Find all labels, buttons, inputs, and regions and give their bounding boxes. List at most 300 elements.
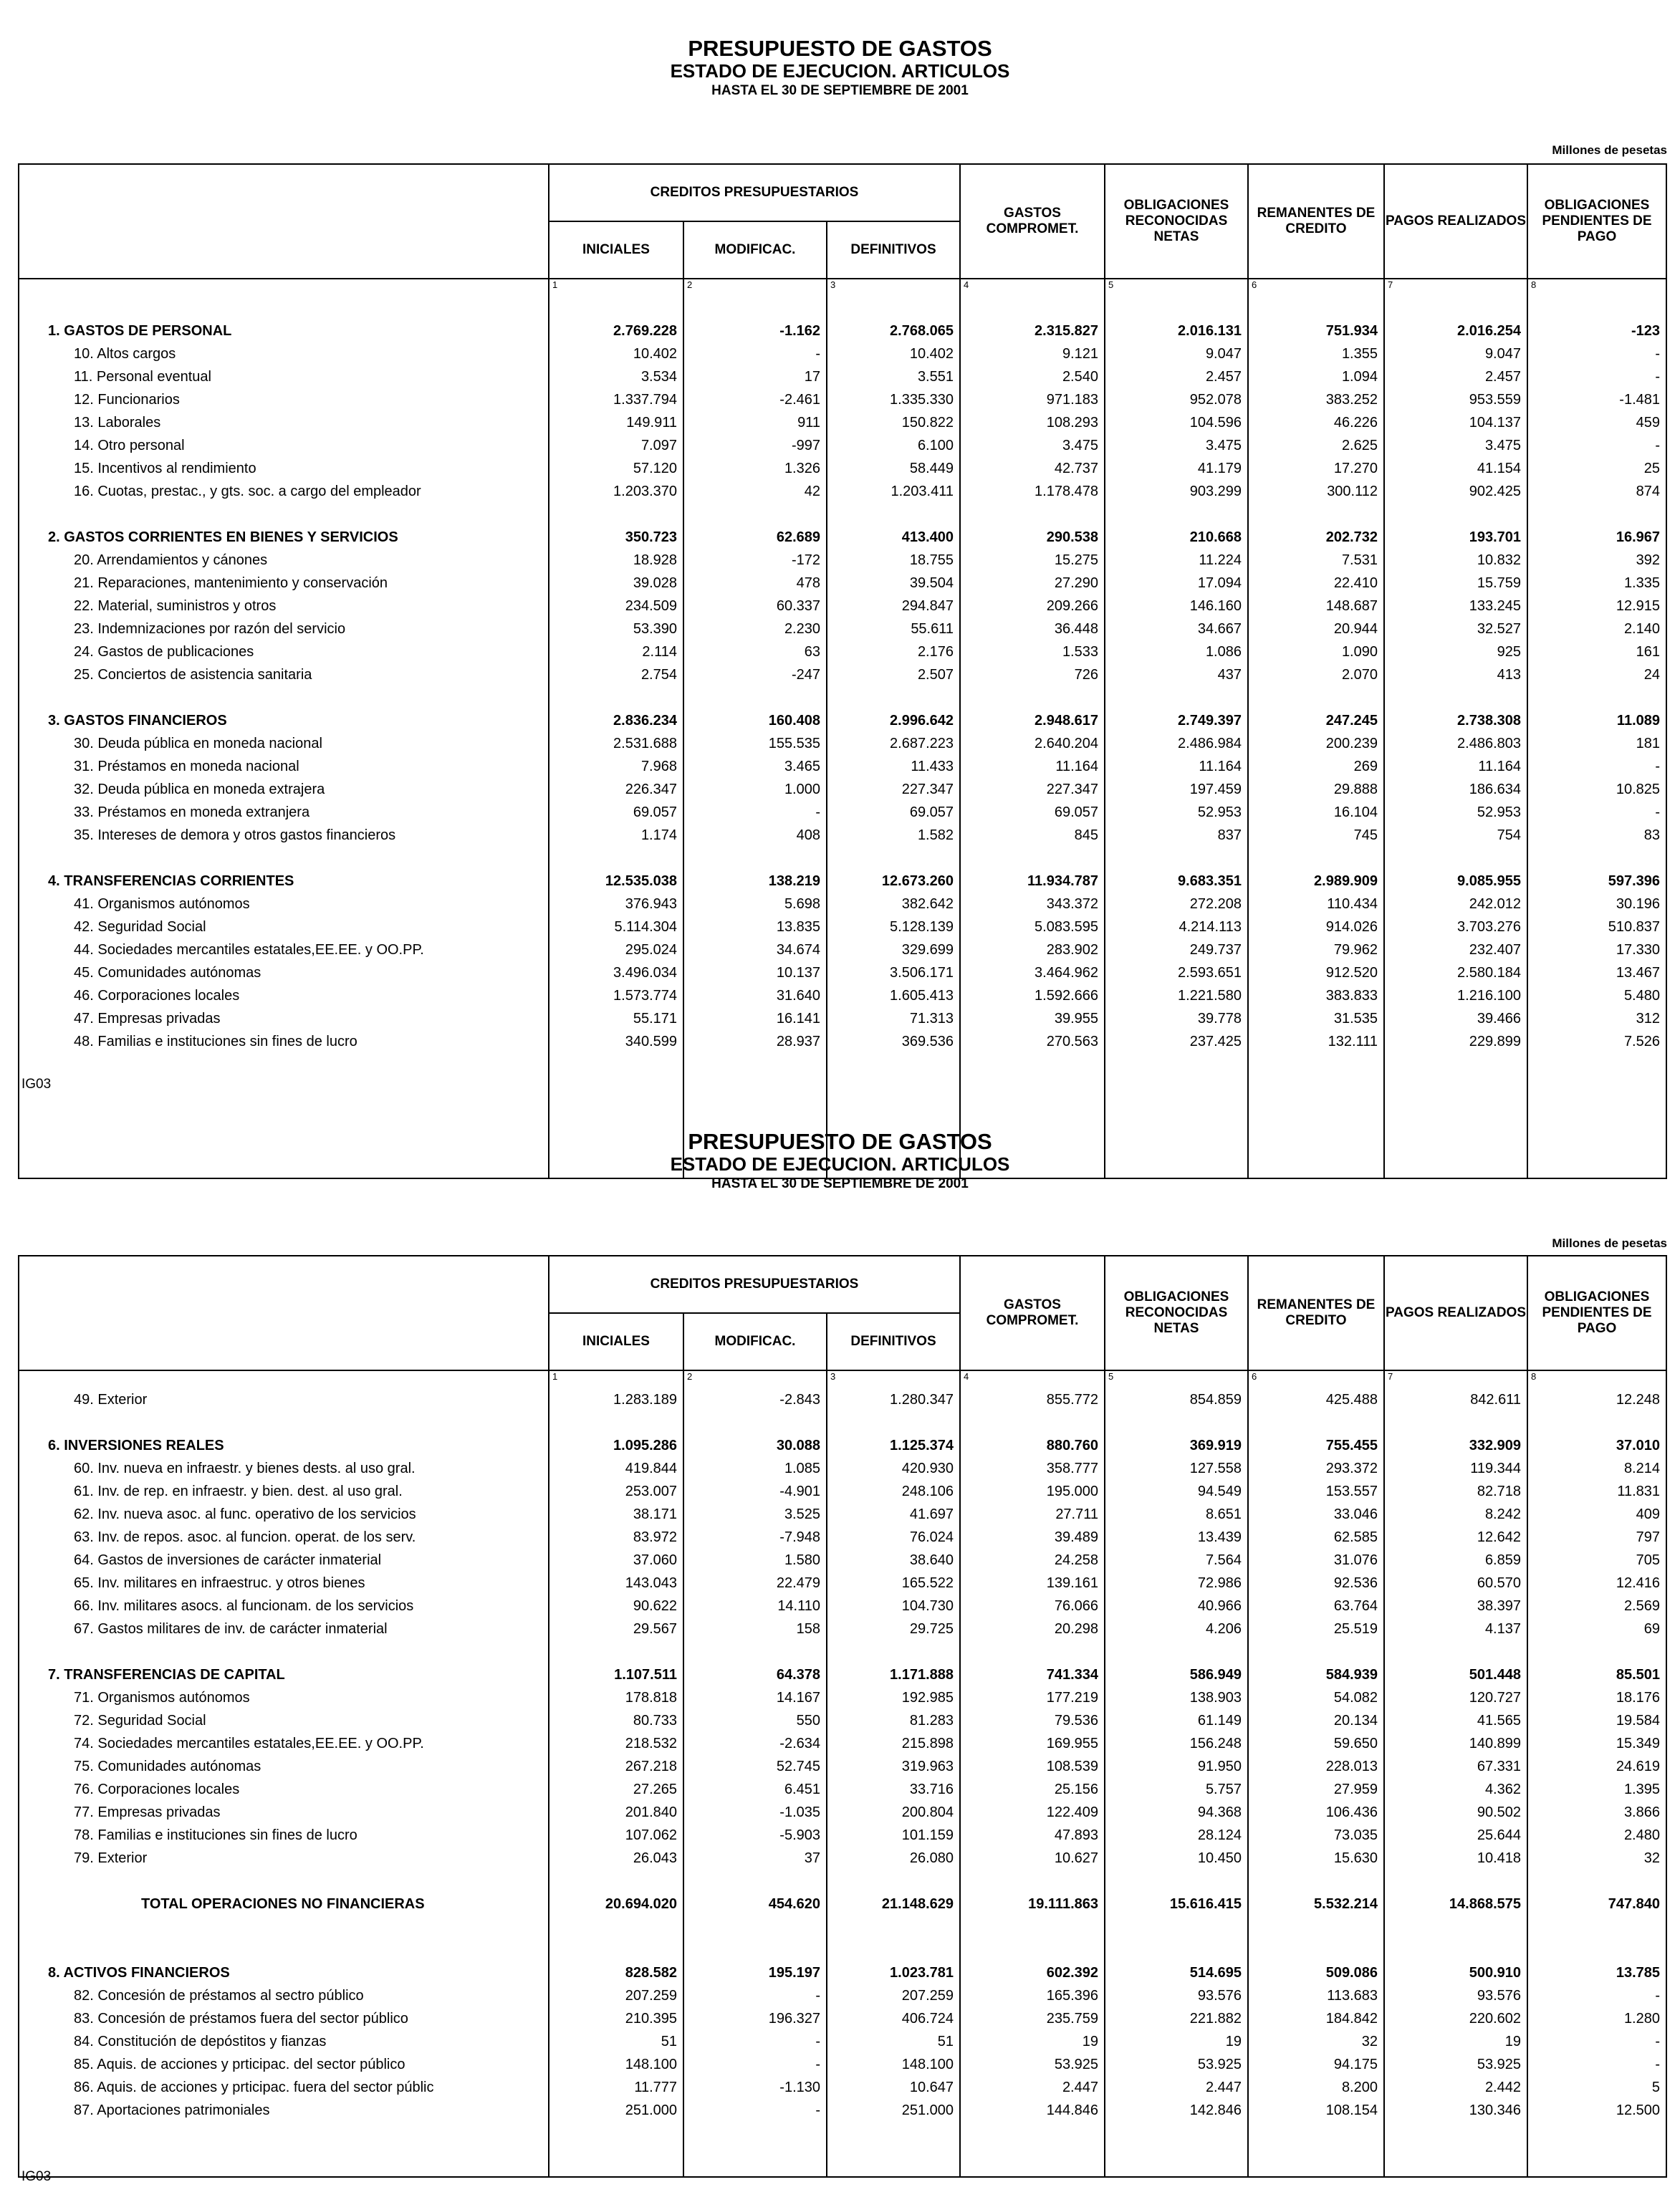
cell-value: 409 xyxy=(1636,1506,1660,1522)
cell-value: 11.831 xyxy=(1617,1484,1660,1499)
cell-value: 383.833 xyxy=(1325,988,1378,1004)
credits-group-header: CREDITOS PRESUPUESTARIOS xyxy=(549,164,960,221)
cell-value: 41.154 xyxy=(1477,461,1521,476)
cell-value: 2.640.204 xyxy=(1035,736,1098,751)
report-title: PRESUPUESTO DE GASTOS xyxy=(688,36,992,61)
cell-value: 1.090 xyxy=(1341,644,1378,660)
cell-value: 19.584 xyxy=(1616,1713,1660,1729)
cell-value: -2.843 xyxy=(779,1392,820,1408)
cell-value: 251.000 xyxy=(625,2102,677,2118)
cell-value: 104.137 xyxy=(1469,415,1521,431)
cell-value: -172 xyxy=(791,552,820,568)
cell-value: 9.121 xyxy=(1062,346,1098,362)
cell-value: 39.955 xyxy=(1054,1011,1098,1027)
cell-value: 20.134 xyxy=(1333,1713,1378,1729)
cell-value: - xyxy=(1655,759,1660,774)
cell-value: 38.171 xyxy=(633,1506,677,1522)
cell-value: 269 xyxy=(1353,759,1378,774)
cell-value: 8.200 xyxy=(1341,2080,1378,2095)
cell-value: 437 xyxy=(1217,667,1242,683)
cell-value: 39.504 xyxy=(909,575,954,591)
cell-value: 79.536 xyxy=(1054,1713,1098,1729)
cell-value: 200.804 xyxy=(901,1804,954,1820)
article-label: 78. Familias e instituciones sin fines de lucro xyxy=(74,1827,357,1843)
cell-value: 52.953 xyxy=(1197,804,1242,820)
cell-value: 58.449 xyxy=(909,461,954,476)
article-label: 31. Préstamos en moneda nacional xyxy=(74,759,299,774)
cell-value: 229.899 xyxy=(1469,1034,1521,1049)
cell-value: 62.689 xyxy=(776,529,820,545)
cell-value: 1.171.888 xyxy=(890,1667,954,1683)
units-label: Millones de pesetas xyxy=(1552,1236,1667,1250)
cell-value: 7.526 xyxy=(1623,1034,1660,1049)
cell-value: 251.000 xyxy=(901,2102,954,2118)
cell-value: 855.772 xyxy=(1046,1392,1098,1408)
cell-value: 1.355 xyxy=(1341,346,1378,362)
cell-value: 55.171 xyxy=(633,1011,677,1027)
cell-value: 12.915 xyxy=(1616,598,1660,614)
cell-value: 7.097 xyxy=(640,438,677,453)
label-column xyxy=(19,297,549,1178)
cell-value: 62.585 xyxy=(1333,1529,1378,1545)
article-label: 60. Inv. nueva en infraestr. y bienes dests. al uso gral. xyxy=(74,1461,416,1476)
article-label: 42. Seguridad Social xyxy=(74,919,206,935)
cell-value: 925 xyxy=(1497,644,1521,660)
remanentes-column xyxy=(1248,1388,1384,2177)
col-num: 4 xyxy=(960,279,1105,297)
article-label: 24. Gastos de publicaciones xyxy=(74,644,254,660)
cell-value: 11.433 xyxy=(911,759,954,774)
cell-value: 32 xyxy=(1643,1850,1660,1866)
cell-value: 2.070 xyxy=(1341,667,1378,683)
cell-value: 34.674 xyxy=(776,942,820,958)
article-label: 67. Gastos militares de inv. de carácter inmaterial xyxy=(74,1621,388,1637)
cell-value: 31.640 xyxy=(776,988,820,1004)
cell-value: 3.475 xyxy=(1205,438,1242,453)
report-date: HASTA EL 30 DE SEPTIEMBRE DE 2001 xyxy=(711,83,969,98)
cell-value: -1.481 xyxy=(1619,392,1660,408)
pendientes-column xyxy=(1527,297,1666,1178)
cell-value: 10.402 xyxy=(633,346,677,362)
cell-value: 237.425 xyxy=(1189,1034,1242,1049)
cell-value: 2.016.131 xyxy=(1178,323,1242,339)
cell-value: 874 xyxy=(1636,484,1660,499)
cell-value: 837 xyxy=(1217,827,1242,843)
article-label: 49. Exterior xyxy=(74,1392,148,1408)
cell-value: 1.023.781 xyxy=(890,1965,954,1981)
cell-value: 153.557 xyxy=(1325,1484,1378,1499)
cell-value: 11.777 xyxy=(634,2080,677,2095)
cell-value: 181 xyxy=(1636,736,1660,751)
cell-value: 148.100 xyxy=(625,2057,677,2072)
cell-value: 912.520 xyxy=(1325,965,1378,981)
cell-value: 2.738.308 xyxy=(1457,713,1521,729)
modificac-header: MODIFICAC. xyxy=(683,221,827,279)
cell-value: 27.290 xyxy=(1054,575,1098,591)
cell-value: 59.650 xyxy=(1333,1736,1378,1751)
cell-value: 705 xyxy=(1636,1552,1660,1568)
cell-value: 72.986 xyxy=(1197,1575,1242,1591)
cell-value: 120.727 xyxy=(1469,1690,1521,1706)
cell-value: 478 xyxy=(796,575,820,591)
cell-value: 8.242 xyxy=(1484,1506,1521,1522)
obligaciones-header: OBLIGACIONES RECONOCIDAS NETAS xyxy=(1105,1256,1248,1370)
cell-value: 283.902 xyxy=(1046,942,1098,958)
cell-value: 161 xyxy=(1636,644,1660,660)
cell-value: - xyxy=(1655,2057,1660,2072)
article-label: 82. Concesión de préstamos al sectro público xyxy=(74,1988,364,2004)
modificac-column xyxy=(683,297,827,1178)
cell-value: 2.486.984 xyxy=(1178,736,1242,751)
cell-value: 971.183 xyxy=(1046,392,1098,408)
cell-value: 1.335.330 xyxy=(890,392,954,408)
article-label: 14. Otro personal xyxy=(74,438,185,453)
cell-value: 3.475 xyxy=(1062,438,1098,453)
col-num: 2 xyxy=(683,279,827,297)
iniciales-header: INICIALES xyxy=(549,1313,683,1370)
article-label: 48. Familias e instituciones sin fines de lucro xyxy=(74,1034,357,1049)
cell-value: 343.372 xyxy=(1046,896,1098,912)
cell-value: 602.392 xyxy=(1046,1965,1098,1981)
cell-value: 5.114.304 xyxy=(614,919,677,935)
cell-value: 104.730 xyxy=(901,1598,954,1614)
credits-group-header: CREDITOS PRESUPUESTARIOS xyxy=(549,1256,960,1313)
remanentes-column xyxy=(1248,297,1384,1178)
cell-value: 19 xyxy=(1504,2034,1521,2049)
article-label: 13. Laborales xyxy=(74,415,161,431)
cell-value: 797 xyxy=(1636,1529,1660,1545)
cell-value: 92.536 xyxy=(1333,1575,1378,1591)
cell-value: 2.114 xyxy=(642,644,677,660)
cell-value: 54.082 xyxy=(1333,1690,1378,1706)
cell-value: 11.224 xyxy=(1199,552,1242,568)
cell-value: 2.442 xyxy=(1484,2080,1521,2095)
cell-value: 18.928 xyxy=(633,552,677,568)
cell-value: 221.882 xyxy=(1189,2011,1242,2027)
cell-value: 745 xyxy=(1353,827,1378,843)
cell-value: 25 xyxy=(1643,461,1660,476)
cell-value: 139.161 xyxy=(1046,1575,1098,1591)
cell-value: 13.467 xyxy=(1616,965,1660,981)
col-num: 8 xyxy=(1527,1370,1666,1388)
cell-value: 148.100 xyxy=(901,2057,954,2072)
cell-value: 178.818 xyxy=(625,1690,677,1706)
cell-value: 127.558 xyxy=(1189,1461,1242,1476)
cell-value: 1.000 xyxy=(784,782,820,797)
cell-value: 38.640 xyxy=(909,1552,954,1568)
total-label: TOTAL OPERACIONES NO FINANCIERAS xyxy=(141,1896,425,1912)
cell-value: 80.733 xyxy=(633,1713,677,1729)
cell-value: 2.593.651 xyxy=(1178,965,1242,981)
cell-value: 20.298 xyxy=(1054,1621,1098,1637)
cell-value: 110.434 xyxy=(1327,896,1378,912)
cell-value: 31.076 xyxy=(1333,1552,1378,1568)
cell-value: 39.466 xyxy=(1477,1011,1521,1027)
cell-value: 383.252 xyxy=(1325,392,1378,408)
cell-value: 81.283 xyxy=(909,1713,954,1729)
cell-value: 24.619 xyxy=(1616,1759,1660,1774)
cell-value: 69 xyxy=(1643,1621,1660,1637)
cell-value: 169.955 xyxy=(1046,1736,1098,1751)
cell-value: 60.337 xyxy=(776,598,820,614)
cell-value: 40.966 xyxy=(1197,1598,1242,1614)
cell-value: 30.196 xyxy=(1616,896,1660,912)
iniciales-column xyxy=(549,297,683,1178)
remanentes-header: REMANENTES DE CREDITO xyxy=(1248,1256,1384,1370)
units-label: Millones de pesetas xyxy=(1552,143,1667,157)
article-label: 86. Aquis. de acciones y prticipac. fuera del sector públic xyxy=(74,2080,434,2095)
cell-value: - xyxy=(1655,346,1660,362)
cell-value: 1.582 xyxy=(917,827,954,843)
cell-value: 104.596 xyxy=(1189,415,1242,431)
cell-value: 42.737 xyxy=(1054,461,1098,476)
cell-value: 140.899 xyxy=(1469,1736,1521,1751)
cell-value: 1.573.774 xyxy=(613,988,677,1004)
cell-value: 332.909 xyxy=(1469,1438,1521,1453)
cell-value: 10.832 xyxy=(1477,552,1521,568)
cell-value: -1.130 xyxy=(779,2080,820,2095)
cell-value: 10.418 xyxy=(1477,1850,1521,1866)
cell-value: 82.718 xyxy=(1477,1484,1521,1499)
cell-value: 218.532 xyxy=(625,1736,677,1751)
cell-value: 3.703.276 xyxy=(1457,919,1521,935)
cell-value: 52.745 xyxy=(776,1759,820,1774)
cell-value: 39.778 xyxy=(1197,1011,1242,1027)
cell-value: 32.527 xyxy=(1477,621,1521,637)
cell-value: 267.218 xyxy=(625,1759,677,1774)
cell-value: 63 xyxy=(804,644,820,660)
cell-value: 142.846 xyxy=(1189,2102,1242,2118)
obligaciones-column xyxy=(1105,297,1248,1178)
cell-value: 20.944 xyxy=(1333,621,1378,637)
cell-value: 108.154 xyxy=(1325,2102,1378,2118)
article-label: 72. Seguridad Social xyxy=(74,1713,206,1729)
label-column xyxy=(19,1388,549,2177)
cell-value: 79.962 xyxy=(1333,942,1378,958)
cell-value: 17 xyxy=(804,369,820,385)
col-num: 7 xyxy=(1384,279,1527,297)
iniciales-header: INICIALES xyxy=(549,221,683,279)
cell-value: 3.866 xyxy=(1623,1804,1660,1820)
cell-value: 514.695 xyxy=(1189,1965,1242,1981)
cell-value: 2.486.803 xyxy=(1457,736,1521,751)
cell-value: 42 xyxy=(804,484,820,499)
cell-value: 293.372 xyxy=(1325,1461,1378,1476)
cell-value: 37.010 xyxy=(1616,1438,1660,1453)
chapter-label: 6. INVERSIONES REALES xyxy=(48,1438,224,1453)
definitivos-column xyxy=(827,297,960,1178)
cell-value: 1.395 xyxy=(1623,1782,1660,1797)
cell-value: 6.859 xyxy=(1484,1552,1521,1568)
cell-value: 11.164 xyxy=(1478,759,1521,774)
cell-value: 2.749.397 xyxy=(1178,713,1242,729)
cell-value: 13.785 xyxy=(1616,1965,1660,1981)
article-label: 62. Inv. nueva asoc. al func. operativo de los servicios xyxy=(74,1506,416,1522)
cell-value: 1.094 xyxy=(1341,369,1378,385)
cell-value: 227.347 xyxy=(1046,782,1098,797)
cell-value: 413 xyxy=(1497,667,1521,683)
cell-value: 156.248 xyxy=(1189,1736,1242,1751)
cell-value: 842.611 xyxy=(1470,1392,1521,1408)
gastos-header: GASTOS COMPROMET. xyxy=(960,1256,1105,1370)
cell-value: 2.769.228 xyxy=(613,323,677,339)
cell-value: 25.519 xyxy=(1333,1621,1378,1637)
cell-value: 6.451 xyxy=(784,1782,820,1797)
cell-value: 150.822 xyxy=(901,415,954,431)
cell-value: 2.754 xyxy=(640,667,677,683)
cell-value: 2.447 xyxy=(1205,2080,1242,2095)
cell-value: 2.531.688 xyxy=(613,736,677,751)
modificac-column xyxy=(683,1388,827,2177)
chapter-label: 7. TRANSFERENCIAS DE CAPITAL xyxy=(48,1667,285,1683)
cell-value: 138.219 xyxy=(768,873,820,889)
cell-value: 500.910 xyxy=(1469,1965,1521,1981)
article-label: 45. Comunidades autónomas xyxy=(74,965,261,981)
page-code: IG03 xyxy=(21,2169,52,2184)
cell-value: 2.836.234 xyxy=(613,713,677,729)
cell-value: - xyxy=(815,804,820,820)
cell-value: 3.506.171 xyxy=(890,965,954,981)
cell-value: 106.436 xyxy=(1325,1804,1378,1820)
cell-value: 2.447 xyxy=(1062,2080,1098,2095)
cell-value: 13.439 xyxy=(1197,1529,1242,1545)
cell-value: 37 xyxy=(804,1850,820,1866)
cell-value: 18.755 xyxy=(909,552,954,568)
cell-value: 101.159 xyxy=(901,1827,954,1843)
cell-value: 2.315.827 xyxy=(1035,323,1098,339)
cell-value: 53.925 xyxy=(1054,2057,1098,2072)
cell-value: 14.110 xyxy=(777,1598,820,1614)
cell-value: 741.334 xyxy=(1046,1667,1098,1683)
cell-value: 31.535 xyxy=(1333,1011,1378,1027)
cell-value: 3.551 xyxy=(917,369,954,385)
cell-value: 17.270 xyxy=(1333,461,1378,476)
article-label: 12. Funcionarios xyxy=(74,392,180,408)
cell-value: 5.698 xyxy=(784,896,820,912)
report-subtitle: ESTADO DE EJECUCION. ARTICULOS xyxy=(670,1153,1010,1175)
cell-value: 107.062 xyxy=(625,1827,677,1843)
cell-value: 133.245 xyxy=(1469,598,1521,614)
col-num: 1 xyxy=(549,1370,683,1388)
cell-value: 9.047 xyxy=(1484,346,1521,362)
cell-value: 73.035 xyxy=(1333,1827,1378,1843)
cell-value: 2.569 xyxy=(1623,1598,1660,1614)
cell-value: 21.148.629 xyxy=(881,1896,954,1912)
cell-value: 459 xyxy=(1636,415,1660,431)
cell-value: 2.176 xyxy=(917,644,954,660)
cell-value: 25.644 xyxy=(1477,1827,1521,1843)
cell-value: 382.642 xyxy=(901,896,954,912)
cell-value: 510.837 xyxy=(1608,919,1660,935)
cell-value: 419.844 xyxy=(625,1461,677,1476)
article-label: 77. Empresas privadas xyxy=(74,1804,221,1820)
cell-value: 52.953 xyxy=(1477,804,1521,820)
cell-value: 270.563 xyxy=(1046,1034,1098,1049)
cell-value: 319.963 xyxy=(901,1759,954,1774)
cell-value: 1.178.478 xyxy=(1035,484,1098,499)
cell-value: 149.911 xyxy=(626,415,677,431)
cell-value: 1.335 xyxy=(1623,575,1660,591)
cell-value: -1.162 xyxy=(779,323,820,339)
cell-value: 28.124 xyxy=(1197,1827,1242,1843)
cell-value: 294.847 xyxy=(901,598,954,614)
cell-value: 454.620 xyxy=(768,1896,820,1912)
article-label: 46. Corporaciones locales xyxy=(74,988,240,1004)
pendientes-header: OBLIGACIONES PENDIENTES DE PAGO xyxy=(1527,1256,1666,1370)
cell-value: 10.627 xyxy=(1054,1850,1098,1866)
cell-value: 2.540 xyxy=(1062,369,1098,385)
cell-value: 22.410 xyxy=(1333,575,1378,591)
cell-value: 854.859 xyxy=(1189,1392,1242,1408)
cell-value: 14.167 xyxy=(776,1690,820,1706)
article-label: 33. Préstamos en moneda extranjera xyxy=(74,804,310,820)
cell-value: 51 xyxy=(661,2034,677,2049)
article-label: 30. Deuda pública en moneda nacional xyxy=(74,736,322,751)
cell-value: 33.046 xyxy=(1333,1506,1378,1522)
report-title: PRESUPUESTO DE GASTOS xyxy=(688,1129,992,1154)
cell-value: 41.565 xyxy=(1477,1713,1521,1729)
cell-value: 34.667 xyxy=(1197,621,1242,637)
cell-value: 69.057 xyxy=(633,804,677,820)
chapter-label: 4. TRANSFERENCIAS CORRIENTES xyxy=(48,873,294,889)
cell-value: 1.280 xyxy=(1623,2011,1660,2027)
cell-value: 726 xyxy=(1074,667,1098,683)
cell-value: 69.057 xyxy=(1054,804,1098,820)
cell-value: 2.989.909 xyxy=(1314,873,1378,889)
cell-value: 369.919 xyxy=(1189,1438,1242,1453)
pagos-header: PAGOS REALIZADOS xyxy=(1384,164,1527,279)
cell-value: 253.007 xyxy=(625,1484,677,1499)
cell-value: 11.164 xyxy=(1055,759,1098,774)
cell-value: 242.012 xyxy=(1469,896,1521,912)
cell-value: 15.349 xyxy=(1616,1736,1660,1751)
cell-value: -123 xyxy=(1631,323,1660,339)
obligaciones-column xyxy=(1105,1388,1248,2177)
cell-value: 953.559 xyxy=(1469,392,1521,408)
cell-value: 1.580 xyxy=(784,1552,820,1568)
cell-value: 33.716 xyxy=(909,1782,954,1797)
cell-value: 2.996.642 xyxy=(890,713,954,729)
cell-value: 914.026 xyxy=(1325,919,1378,935)
cell-value: 12.535.038 xyxy=(605,873,677,889)
cell-value: 1.086 xyxy=(1205,644,1242,660)
cell-value: 90.622 xyxy=(633,1598,677,1614)
cell-value: 5 xyxy=(1651,2080,1660,2095)
cell-value: 300.112 xyxy=(1327,484,1378,499)
cell-value: 39.489 xyxy=(1054,1529,1098,1545)
cell-value: 747.840 xyxy=(1608,1896,1660,1912)
cell-value: 122.409 xyxy=(1046,1804,1098,1820)
cell-value: 2.768.065 xyxy=(890,323,954,339)
cell-value: -247 xyxy=(791,667,820,683)
cell-value: 3.534 xyxy=(640,369,677,385)
cell-value: 249.737 xyxy=(1189,942,1242,958)
cell-value: 2.580.184 xyxy=(1457,965,1521,981)
cell-value: 195.000 xyxy=(1046,1484,1098,1499)
article-label: 25. Conciertos de asistencia sanitaria xyxy=(74,667,312,683)
cell-value: 26.043 xyxy=(633,1850,677,1866)
cell-value: 295.024 xyxy=(625,942,677,958)
cell-value: 584.939 xyxy=(1325,1667,1378,1683)
cell-value: 94.549 xyxy=(1197,1484,1242,1499)
definitivos-column xyxy=(827,1388,960,2177)
cell-value: 5.757 xyxy=(1205,1782,1242,1797)
definitivos-header: DEFINITIVOS xyxy=(827,221,960,279)
cell-value: 509.086 xyxy=(1325,1965,1378,1981)
cell-value: 7.531 xyxy=(1341,552,1378,568)
cell-value: -5.903 xyxy=(779,1827,820,1843)
chapter-label: 3. GASTOS FINANCIEROS xyxy=(48,713,227,729)
